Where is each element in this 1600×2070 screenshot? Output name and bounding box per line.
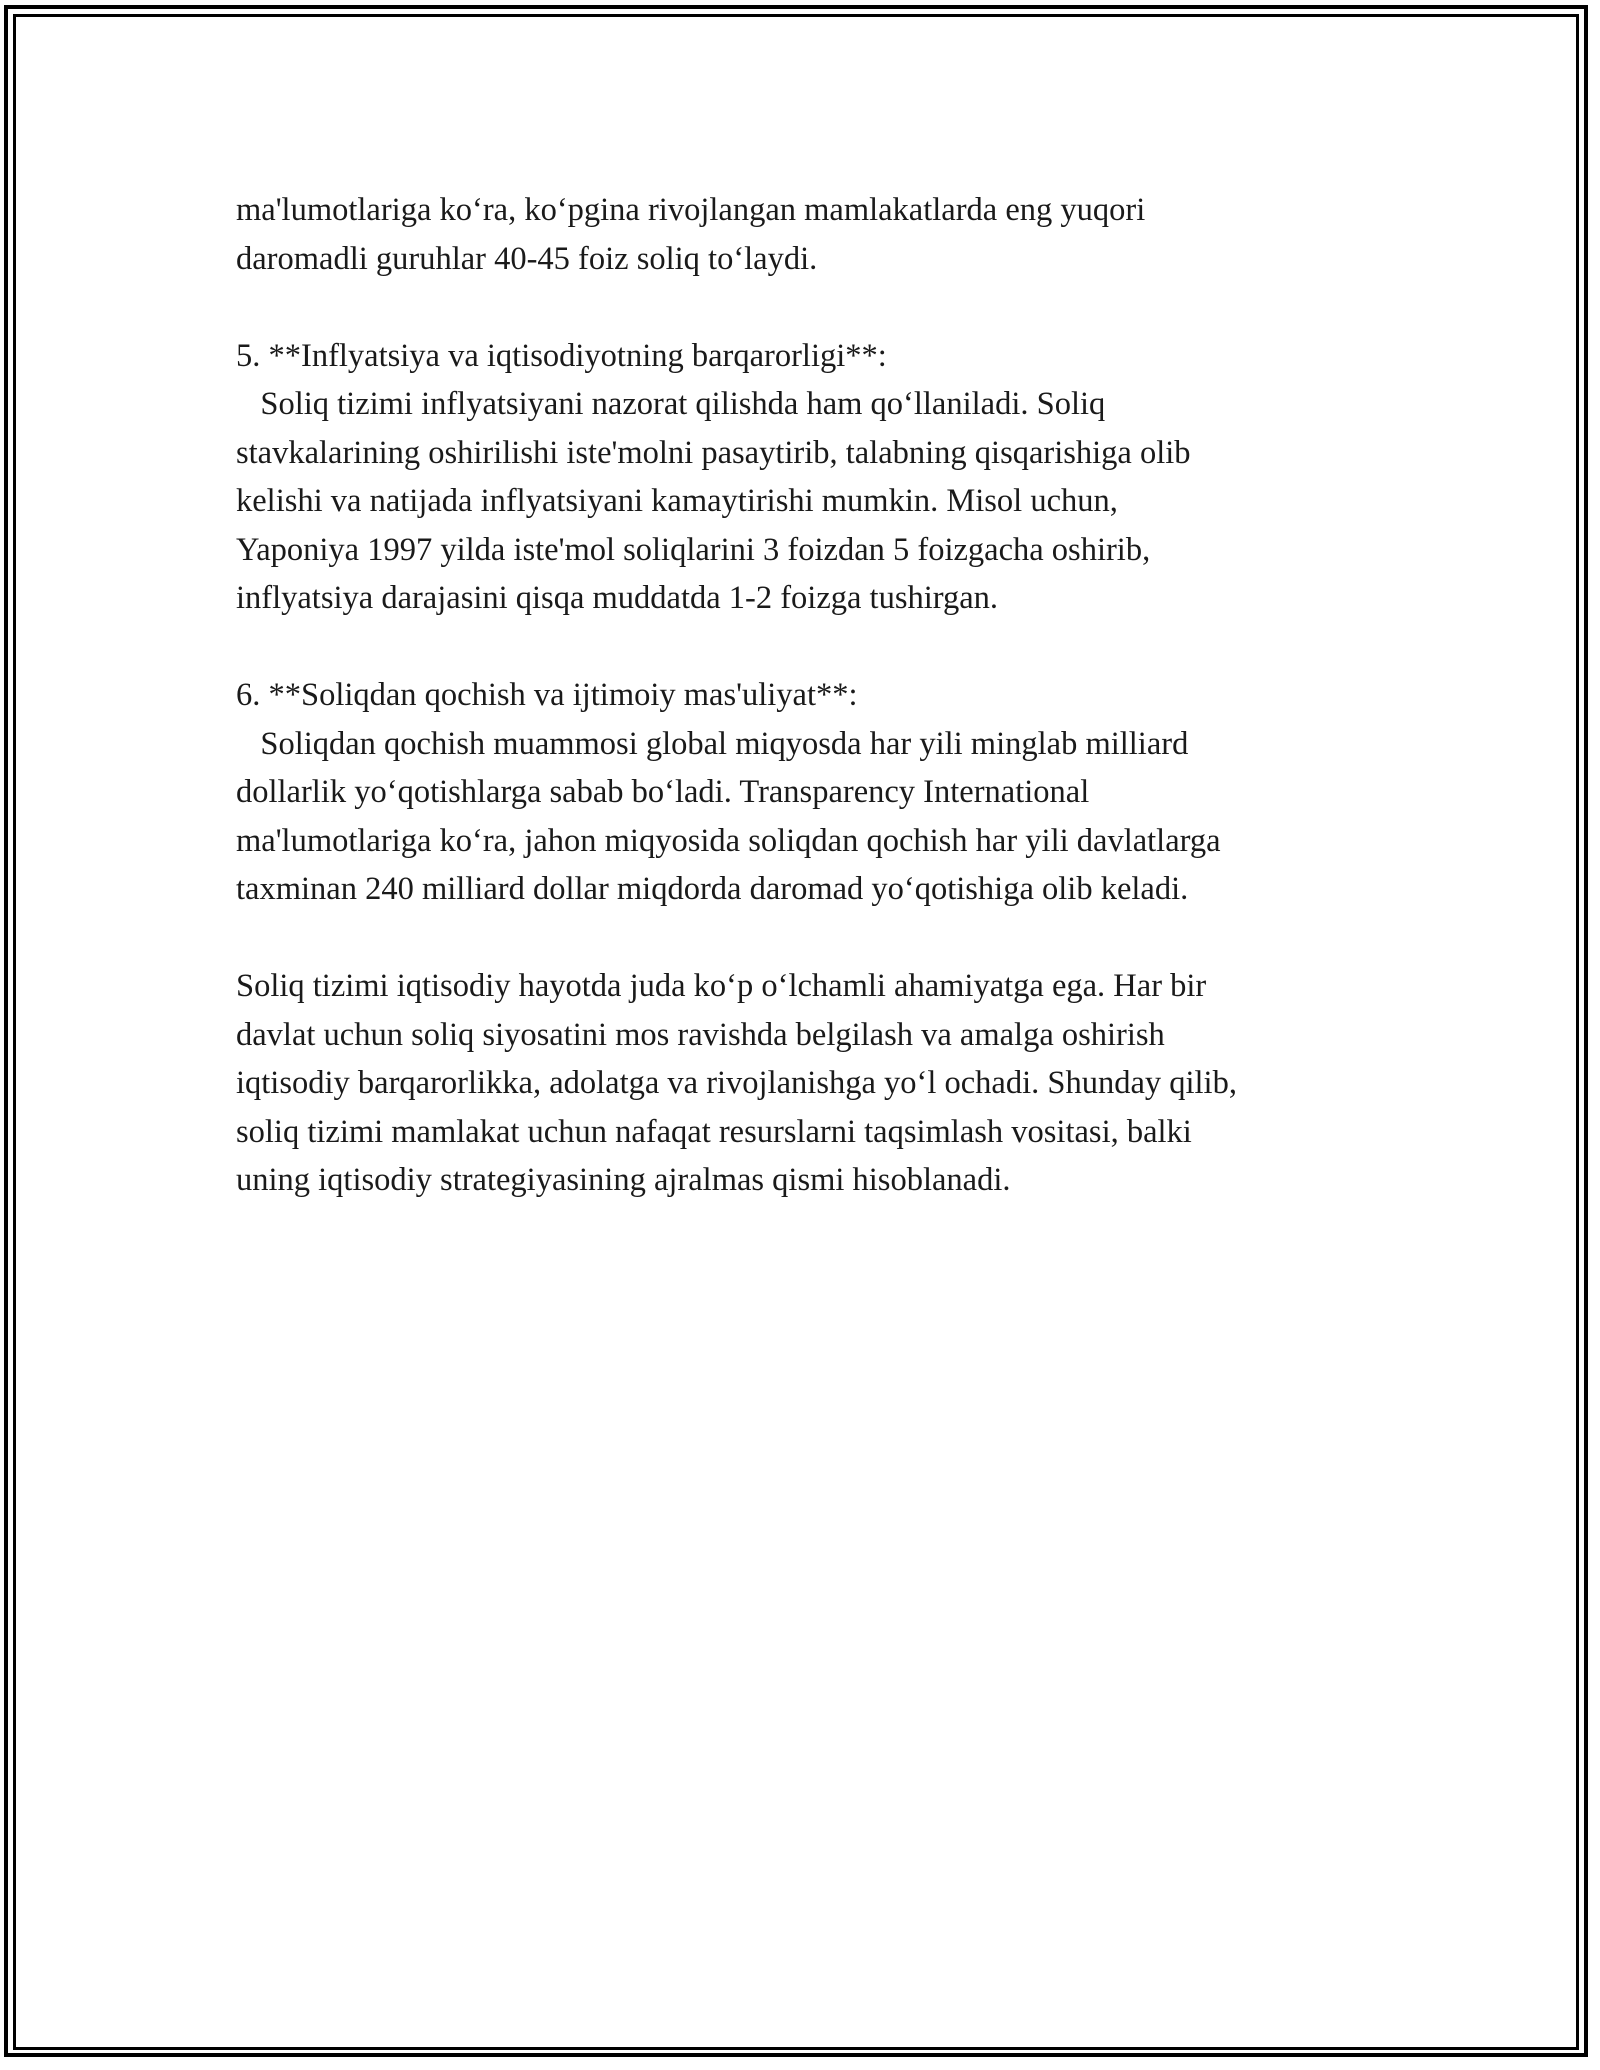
text-line: dollarlik yo‘qotishlarga sabab bo‘ladi. Transparency International	[236, 774, 1090, 810]
text-line: kelishi va natijada inflyatsiyani kamaytirishi mumkin. Misol uchun,	[236, 483, 1118, 519]
document-body	[236, 186, 1396, 1205]
text-line: inflyatsiya darajasini qisqa muddatda 1-2 foizga tushirgan.	[236, 580, 999, 616]
text-line: iqtisodiy barqarorlikka, adolatga va rivojlanishga yo‘l ochadi. Shunday qilib,	[236, 1065, 1237, 1101]
paragraph-spacer	[236, 914, 1396, 963]
section-heading: 6. **Soliqdan qochish va ijtimoiy mas'uliyat**:	[236, 677, 858, 713]
section-heading: 5. **Inflyatsiya va iqtisodiyotning barqarorligi**:	[236, 337, 887, 374]
paragraph-spacer	[236, 283, 1396, 332]
paragraph-inflation-section	[236, 332, 1396, 623]
paragraph-intro-continuation	[236, 186, 1396, 283]
text-line: uning iqtisodiy strategiyasining ajralmas qismi hisoblanadi.	[236, 1162, 1011, 1198]
paragraph-spacer	[236, 623, 1396, 672]
text-line: Soliqdan qochish muammosi global miqyosda har yili minglab milliard	[236, 725, 1189, 762]
text-line: davlat uchun soliq siyosatini mos ravishda belgilash va amalga oshirish	[236, 1016, 1165, 1053]
paragraph-tax-evasion-section	[236, 671, 1396, 914]
paragraph-conclusion	[236, 962, 1396, 1205]
text-line: ma'lumotlariga ko‘ra, ko‘pgina rivojlangan mamlakatlarda eng yuqori	[236, 192, 1146, 228]
text-line: Soliq tizimi iqtisodiy hayotda juda ko‘p o‘lchamli ahamiyatga ega. Har bir	[236, 968, 1207, 1004]
text-line: ma'lumotlariga ko‘ra, jahon miqyosida soliqdan qochish har yili davlatlarga	[236, 822, 1221, 859]
text-line: taxminan 240 milliard dollar miqdorda daromad yo‘qotishiga olib keladi.	[236, 871, 1189, 907]
text-line: daromadli guruhlar 40-45 foiz soliq to‘laydi.	[236, 240, 818, 277]
text-line: Soliq tizimi inflyatsiyani nazorat qilishda ham qo‘llaniladi. Soliq	[236, 386, 1106, 422]
text-line: stavkalarining oshirilishi iste'molni pasaytirib, talabning qisqarishiga olib	[236, 434, 1191, 471]
text-line: soliq tizimi mamlakat uchun nafaqat resurslarni taqsimlash vositasi, balki	[236, 1113, 1192, 1150]
text-line: Yaponiya 1997 yilda iste'mol soliqlarini 3 foizdan 5 foizgacha oshirib,	[236, 531, 1151, 568]
